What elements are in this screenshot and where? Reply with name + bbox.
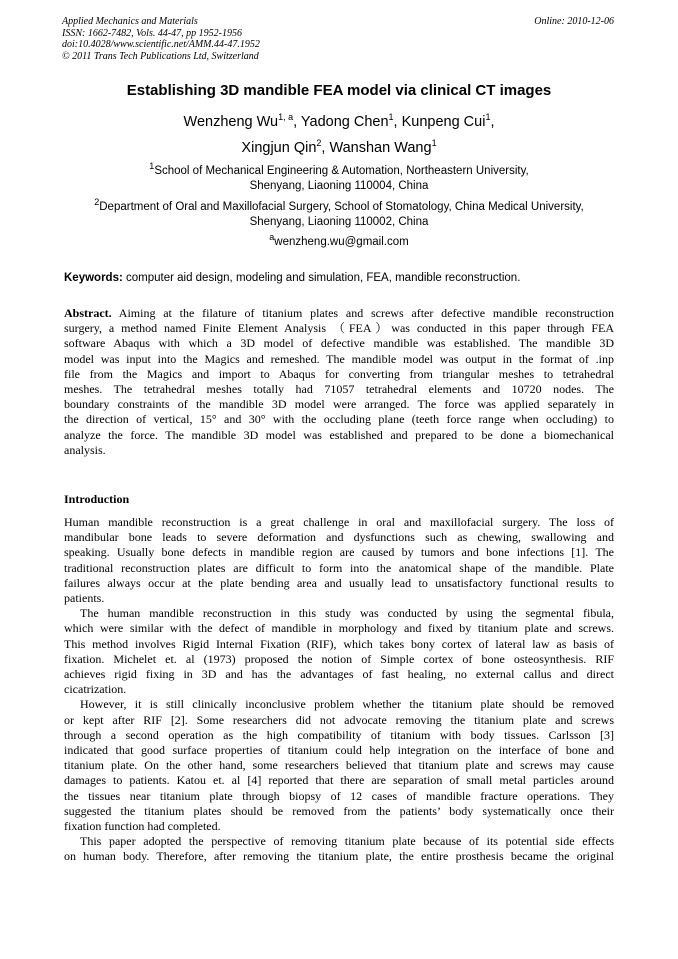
abstract-line: model was input into the Magics and remeshed. The mandible model was output in the format of .inp <box>64 351 614 366</box>
doi-line: doi:10.4028/www.scientific.net/AMM.44-47.1952 <box>62 39 260 50</box>
text-line: This method involves Rigid Internal Fixation (RIF), which takes bony cortex of lateral law as basis of <box>64 636 614 651</box>
text-line: patients. <box>64 591 105 606</box>
online-date: Online: 2010-12-06 <box>534 16 614 27</box>
text-line: cicatrization. <box>64 682 127 697</box>
email-superscript: a <box>269 232 275 243</box>
affiliation-text: Department of Oral and Maxillofacial Surgery, School of Stomatology, China Medical University, <box>99 201 584 213</box>
affiliation-text: School of Mechanical Engineering & Automation, Northeastern University, <box>154 165 529 177</box>
abstract-line: analyze the force. The mandible 3D model was established and prepared to be done a biomechanical <box>64 427 614 442</box>
keywords <box>64 272 616 284</box>
introduction-body <box>64 515 614 865</box>
text-line: titanium plate. On the other hand, some researchers believed that titanium plate and screws may cause <box>64 758 614 773</box>
journal-header <box>62 16 260 62</box>
copyright-line: © 2011 Trans Tech Publications Ltd, Switzerland <box>62 50 259 62</box>
text-line: which were similar with the defect of mandible in morphology and fixed by titanium plate and screws. <box>64 621 614 636</box>
abstract-line: surgery, a method named Finite Element Analysis （FEA）was conducted in this paper through FEA <box>64 321 614 336</box>
text-line: through a second operation as the high compatibility of titanium with body tissues. Carlsson [3] <box>64 727 614 742</box>
journal-name: Applied Mechanics and Materials <box>62 16 198 27</box>
abstract-line: file from the Magics and import to Abaqus for converting from triangular meshes to tetrahedral <box>64 366 614 381</box>
text-line: mandibular bone leads to severe deformation and dysfunctions such as chewing, swallowing and <box>64 530 614 545</box>
affiliation-text: Shenyang, Liaoning 110002, China <box>249 216 429 228</box>
affiliation-superscript: 1 <box>149 161 155 172</box>
paragraph-3 <box>64 697 614 834</box>
contact-email <box>0 232 678 248</box>
text-line: Human mandible reconstruction is a great challenge in oral and maxillofacial surgery. The loss of <box>64 515 614 529</box>
paragraph-1 <box>64 515 614 606</box>
author-superscript: 1 <box>485 112 491 123</box>
text-line: traditional reconstruction plates are difficult to form into the anatomical shape of the mandible. Plate <box>64 560 614 575</box>
text-line: speaking. Usually bone defects in mandible region are caused by tumors and bone infections [1]. The <box>64 545 614 560</box>
text-line: damages to patients. Katou et. al [4] reported that there are separation of small metal particles around <box>64 773 614 788</box>
text-line: achieves rigid fixing in 3D and has the advantages of fast healing, no external callus and direct <box>64 667 614 682</box>
text-line: However, it is still clinically inconclusive problem whether the titanium plate should be removed <box>80 697 614 712</box>
text-line: indicated that good surface properties of titanium could help integration on the interface of bone and <box>64 743 614 758</box>
issn-line: ISSN: 1662-7482, Vols. 44-47, pp 1952-1956 <box>62 27 242 39</box>
author-name: Wenzheng Wu <box>183 114 279 130</box>
text-line: fixation. Michelet et. al (1973) proposed the notion of Simple cortex of bone osteosynthesis. RIF <box>64 651 614 666</box>
abstract-label: Abstract. <box>64 306 112 320</box>
abstract-line: boundary constraints of the mandible 3D model were arranged. The force was applied separately in <box>64 397 614 412</box>
author-name: Yadong Chen <box>300 114 389 130</box>
abstract-line: analysis. <box>64 442 106 457</box>
abstract-line: the direction of vertical, 15° and 30° with the occluding plane (teeth force range when occluding) to <box>64 412 614 427</box>
abstract-line: meshes. The tetrahedral meshes totally had 71057 tetrahedral elements and 10720 nodes. The <box>64 382 614 397</box>
text-line: on human body. Therefore, after removing the titanium plate, the entire prosthesis became the original <box>64 849 614 864</box>
text-line: suggested the titanium plates should be removed from the patients’ body systematically once their <box>64 803 614 818</box>
keywords-text: computer aid design, modeling and simulation, FEA, mandible reconstruction. <box>122 272 521 284</box>
paragraph-2 <box>64 606 614 697</box>
author-superscript: 2 <box>316 138 322 149</box>
text-line: The human mandible reconstruction in this study was conducted by using the segmental fibula, <box>80 606 614 621</box>
abstract <box>64 306 614 458</box>
paragraph-4 <box>64 834 614 864</box>
affiliation-1 <box>0 161 678 194</box>
text-line: the tissues near titanium plate through biopsy of 12 cases of mandible fracture operations. They <box>64 788 614 803</box>
abstract-line: software Abaqus with which a 3D model of defective mandible was established. The mandible 3D <box>64 336 614 351</box>
author-name: Xingjun Qin <box>241 140 317 156</box>
section-heading-introduction: Introduction <box>64 492 130 506</box>
abstract-line: Aiming at the filature of titanium plates and screws after defective mandible reconstruction <box>111 306 614 320</box>
paper-title: Establishing 3D mandible FEA model via clinical CT images <box>126 82 552 99</box>
author-name: Kunpeng Cui <box>401 114 486 130</box>
keywords-label: Keywords: <box>64 272 123 284</box>
author-superscript: 1 <box>431 138 437 149</box>
text-line: This paper adopted the perspective of removing titanium plate because of its potential side effects <box>80 834 614 849</box>
affiliation-2 <box>0 197 678 230</box>
affiliation-superscript: 2 <box>94 197 100 208</box>
author-superscript: 1 <box>388 112 394 123</box>
text-line: failures always occur at the plate bending area and usually lead to unsatisfactory functional results to <box>64 575 614 590</box>
author-line-1: Wenzheng Wu$^{1, a}$, Yadong Chen$^1$, Kunpeng Cui$^1$, <box>183 112 495 130</box>
email-address: wenzheng.wu@gmail.com <box>274 236 409 248</box>
author-superscript: 1, a <box>278 112 294 123</box>
affiliation-text: Shenyang, Liaoning 110004, China <box>249 180 429 192</box>
author-line-2: Xingjun Qin$^2$, Wanshan Wang$^1$ <box>241 138 437 156</box>
author-name: Wanshan Wang <box>329 140 432 156</box>
text-line: fixation function had completed. <box>64 819 221 834</box>
text-line: or kept after RIF [2]. Some researchers did not advocate removing the titanium plate and screws <box>64 712 614 727</box>
